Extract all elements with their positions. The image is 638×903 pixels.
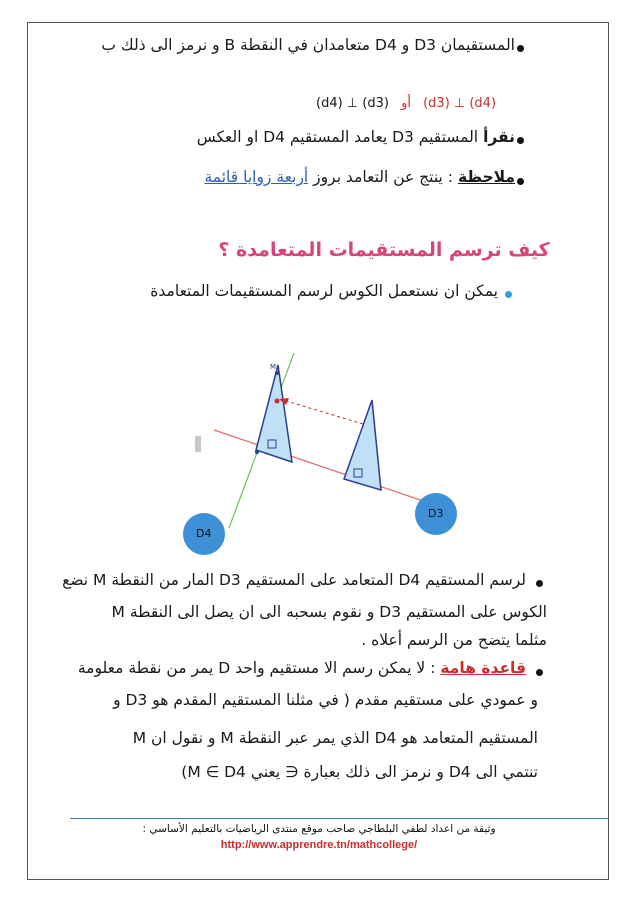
perp-or: أو xyxy=(401,96,411,111)
slide-arrow xyxy=(283,400,363,424)
right-angles-text: أربعة زوايا قائمة xyxy=(204,168,309,186)
point-m xyxy=(275,399,280,404)
d4-label: D4 xyxy=(196,527,212,540)
bullet-note: ملاحظة : ينتج عن التعامد بروز أربعة زوايا قائمة xyxy=(204,168,515,186)
steps-line-1: لرسم المستقيم D4 المتعامد على المستقيم D3 المار من النقطة M نضع xyxy=(62,571,526,589)
set-square-left xyxy=(256,365,292,462)
point-m-dot xyxy=(275,371,279,375)
steps-line-3: مثلما يتضح من الرسم أعلاه . xyxy=(361,631,547,649)
note-label: ملاحظة xyxy=(457,168,515,186)
intersection-point xyxy=(255,450,259,454)
rule-line-2: و عمودي على مستقيم مقدم ( في مثلنا المستقيم المقدم هو D3 و xyxy=(113,691,538,709)
rule-line-1: قاعدة هامة : لا يمكن رسم الا مستقيم واحد D يمر من نقطة معلومة xyxy=(77,659,526,677)
steps-line-2: الكوس على المستقيم D3 و نقوم بسحبه الى ان يصل الى النقطة M xyxy=(111,603,547,621)
footer-credit: وثيقة من اعداد لطفي البلطاجي صاحب موقع منتدى الرياضيات بالتعليم الأساسي : xyxy=(142,823,496,835)
perp-b: (d3) ⊥ (d4) xyxy=(423,96,497,111)
perp-a: (d4) ⊥ (d3) xyxy=(316,96,389,111)
line-d3 xyxy=(214,430,441,507)
footer-divider xyxy=(70,818,608,819)
bullet-read: نقرأ المستقيم D3 يعامد المستقيم D4 او العكس xyxy=(196,128,515,146)
bullet-dot xyxy=(536,669,543,676)
section-heading: كيف ترسم المستقيمات المتعامدة ؟ xyxy=(218,239,550,261)
d3-label: D3 xyxy=(428,507,444,520)
point-m-label: M xyxy=(270,363,277,371)
grey-marker xyxy=(195,436,201,452)
bullet-perpendicular-def: المستقيمان D3 و D4 متعامدان في النقطة B و نرمز الى ذلك ب xyxy=(101,36,515,54)
intro-text: يمكن ان نستعمل الكوس لرسم المستقيمات المتعامدة xyxy=(150,282,498,300)
footer-url-link[interactable]: http://www.apprendre.tn/mathcollege/ xyxy=(220,839,418,851)
rule-line-4: تنتمي الى D4 و نرمز الى ذلك بعبارة ∈ يعني M ∈ D4) xyxy=(181,763,538,781)
rule-line-3: المستقيم المتعامد هو D4 الذي يمر عبر النقطة M و نقول ان M xyxy=(132,729,538,747)
rule-label: قاعدة هامة xyxy=(440,659,526,677)
bullet-dot xyxy=(536,580,543,587)
read-label: نقرأ xyxy=(483,128,515,146)
